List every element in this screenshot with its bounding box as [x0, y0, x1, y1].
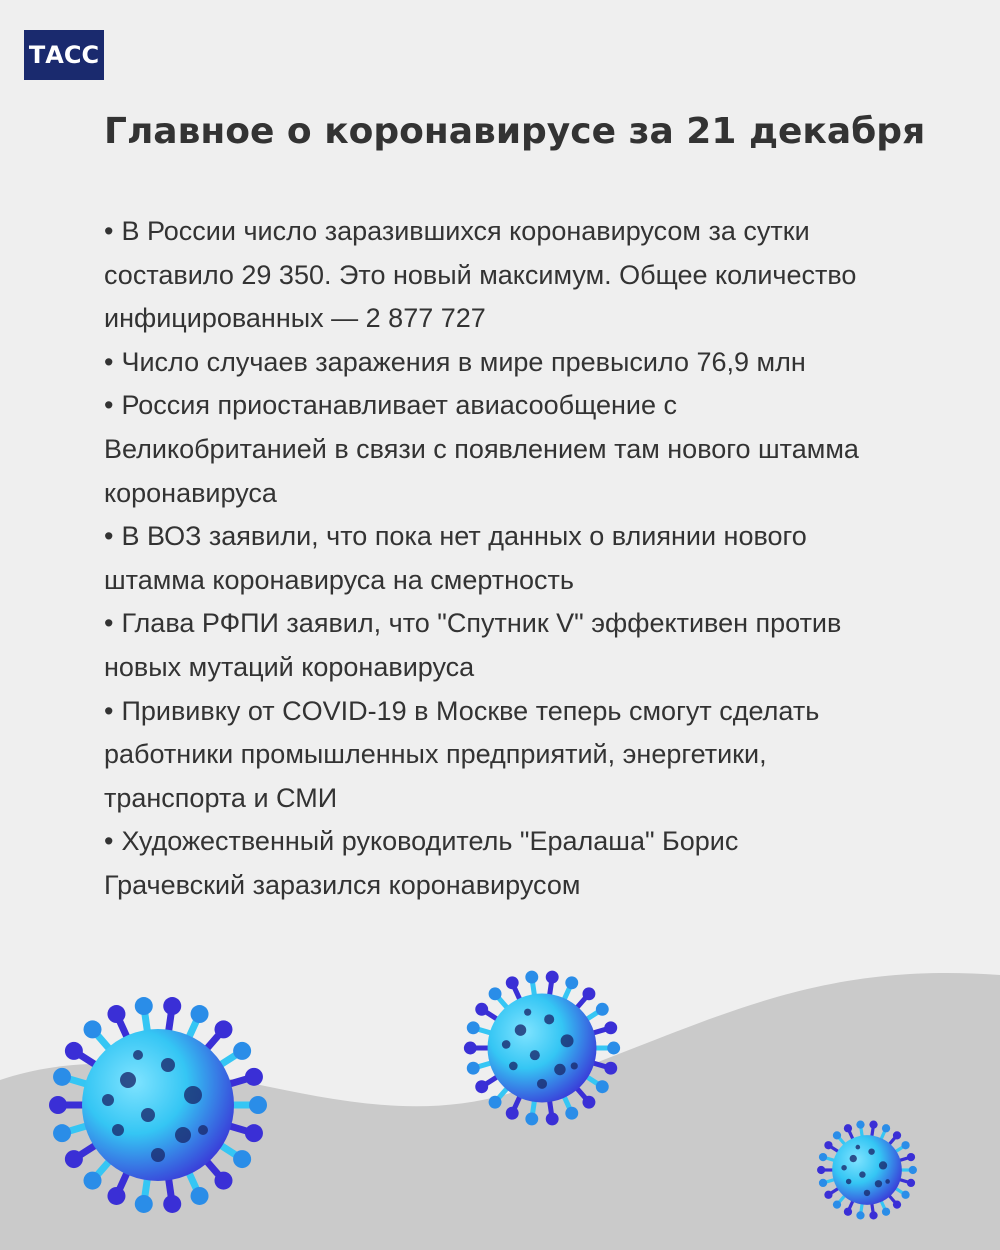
- virus-icon: [38, 985, 278, 1225]
- item-text: Число случаев заражения в мире превысило 76,9 млн: [121, 346, 806, 377]
- item-text: Художественный руководитель "Ералаша" Борис Грачевский заразился коронавирусом: [104, 826, 739, 900]
- page-title: Главное о коронавирусе за 21 декабря: [104, 111, 926, 152]
- list-item: [104, 820, 884, 907]
- virus-icon: [812, 1115, 922, 1225]
- item-text: В ВОЗ заявили, что пока нет данных о влиянии нового штамма коронавируса на смертность: [104, 521, 807, 595]
- item-text: Прививку от COVID-19 в Москве теперь смогут сделать работники промышленных предприятий, энергетики, транспорта и СМИ: [104, 695, 820, 813]
- item-text: Глава РФПИ заявил, что "Спутник V" эффективен против новых мутаций коронавируса: [104, 608, 842, 682]
- bullet-icon: •: [104, 346, 114, 377]
- list-item: [104, 341, 884, 385]
- list-item: [104, 515, 884, 602]
- news-list: [104, 210, 884, 908]
- virus-icon: [456, 962, 628, 1134]
- bullet-icon: •: [104, 390, 114, 421]
- bullet-icon: •: [104, 826, 114, 857]
- bullet-icon: •: [104, 521, 114, 552]
- list-item: [104, 690, 884, 821]
- list-item: [104, 602, 884, 689]
- bullet-icon: •: [104, 608, 114, 639]
- list-item: [104, 384, 884, 515]
- bullet-icon: •: [104, 695, 114, 726]
- item-text: Россия приостанавливает авиасообщение с Великобританией в связи с появлением там нового штамма коронавируса: [104, 390, 859, 508]
- item-text: В России число заразившихся коронавирусом за сутки составило 29 350. Это новый максимум. Общее количество инфицированных — 2 877 727: [104, 216, 857, 334]
- bullet-icon: •: [104, 216, 114, 246]
- list-item: [104, 210, 884, 341]
- tass-logo: ТАСС: [24, 30, 104, 80]
